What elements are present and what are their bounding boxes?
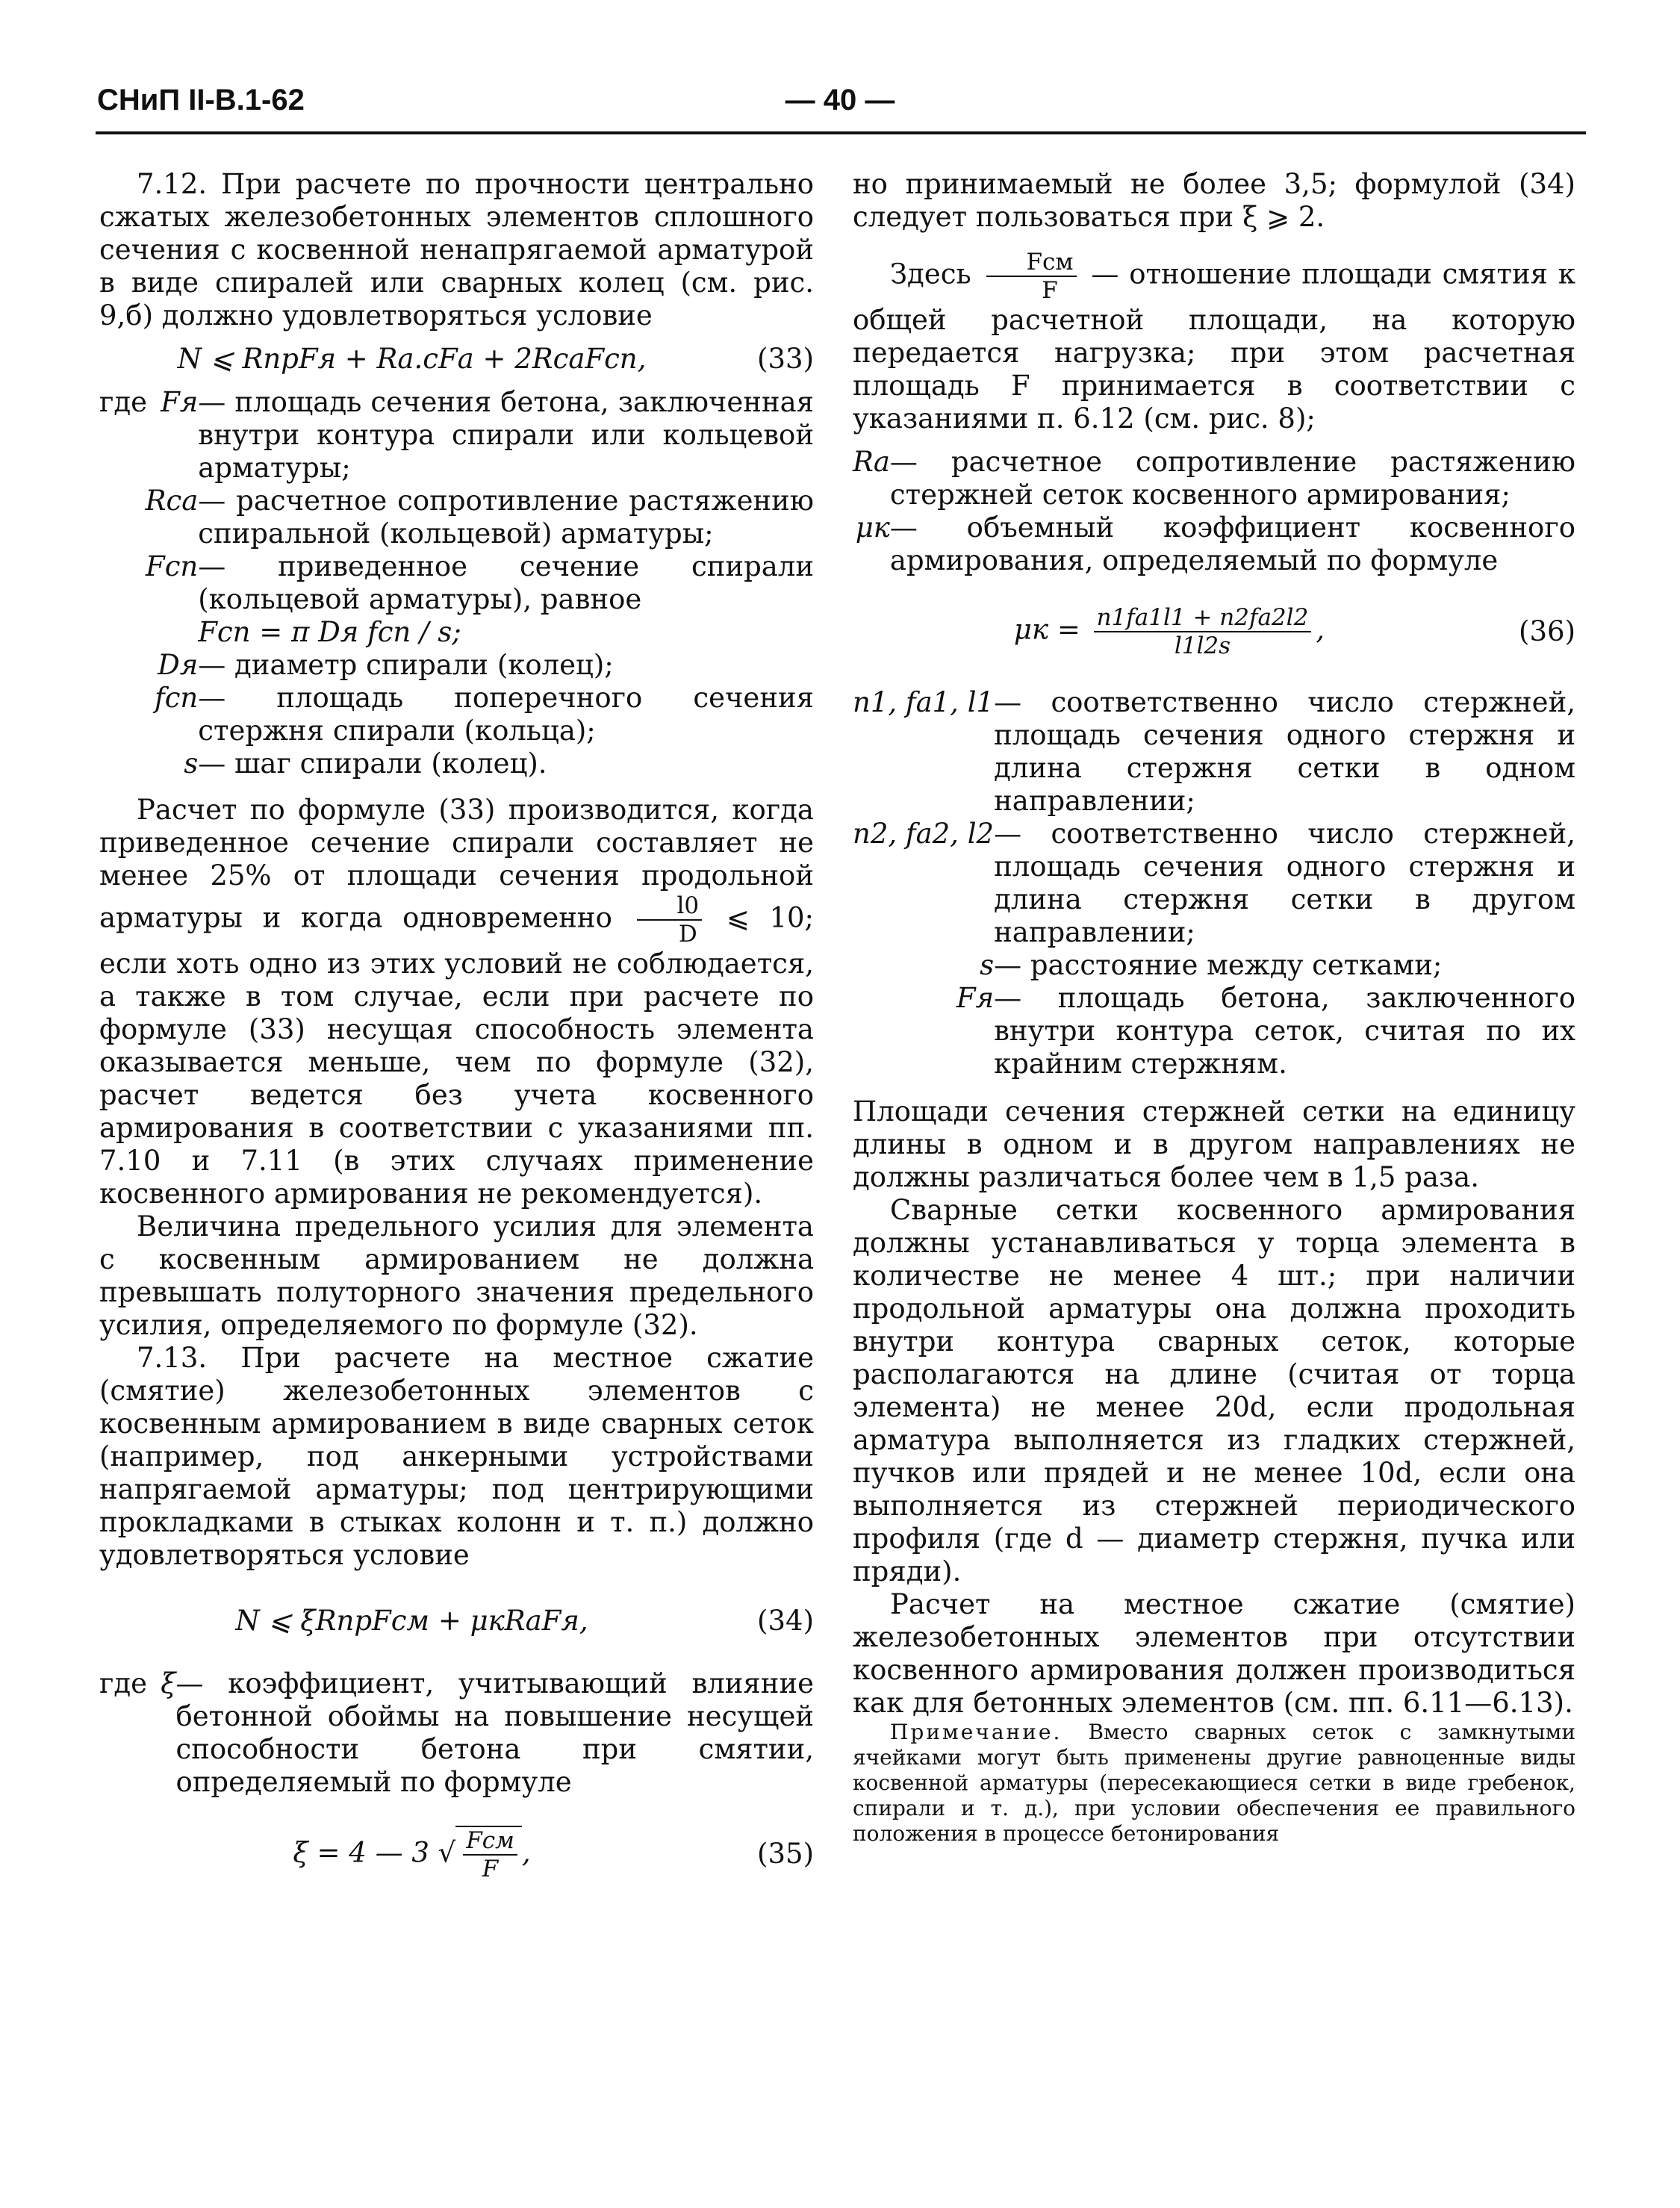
formula-number: (36) [1519, 615, 1575, 647]
definitions-a [853, 446, 1575, 577]
page-number: — 40 — [785, 84, 895, 116]
definition-text: Fсп = π Dя fсп / s; [198, 616, 461, 648]
definition-symbol: s [184, 747, 199, 780]
sqrt-sign: √ [438, 1836, 456, 1869]
paragraph-7-13 [99, 1342, 814, 1572]
definition-text: — соответственно число стержней, площадь сечения одного стержня и длина стержня сетки в одном направлении; [994, 686, 1575, 817]
sqrt-radicand [455, 1826, 522, 1882]
definition-symbol: Dя [158, 649, 199, 681]
definitions-34 [99, 1667, 814, 1799]
definition-text: — шаг спирали (колец). [198, 747, 547, 780]
document-code: СНиП II-В.1-62 [97, 84, 305, 116]
definitions-b [853, 686, 1575, 1080]
note [853, 1720, 1575, 1847]
definition-text: — расчетное сопротивление растяжению спиральной (кольцевой) арматуры; [198, 485, 814, 550]
formula-number: (35) [757, 1838, 814, 1870]
definition-symbol: Fя [956, 982, 995, 1014]
formula-expression: ξ = 4 — 3 √ $\frac{\text{Fсм}}{F}$ , [293, 1827, 531, 1882]
header-rule [96, 131, 1586, 134]
definition-symbol: fсп [155, 682, 199, 714]
fraction: $\frac{n1fа1l1 + n2fа2l2}{l1l2s}$ [1094, 604, 1312, 659]
section-number: 7.12. [137, 168, 208, 200]
formula-34 [99, 1605, 814, 1638]
paragraph-areas: Площади сечения стержней сетки на единицу длины в одном и в другом направлениях не должны различаться более чем в 1,5 раза. [853, 1095, 1575, 1193]
definition-symbol [99, 616, 198, 649]
definition-symbol: где ξ [99, 1667, 176, 1699]
definition-symbol: Rса [145, 485, 199, 517]
paragraph-text: ⩽ 10; если хоть одно из этих условий не соблюдается, а также в том случае, если при расчете по формуле (33) несущая способность элемента оказывается меньше, чем по формуле (32), расчет ведется без учета косвенного армирования в соответствии с указаниями пп. 7.10 и 7.11 (в этих случаях применение косвенного армирования не рекомендуется). [99, 901, 815, 1210]
definition-symbol: n2, fа2, l2 [853, 818, 995, 850]
definitions-lead: где [99, 386, 148, 418]
definition-symbol: где Fя [99, 386, 199, 418]
paragraph-local-compression: Расчет на местное сжатие (смятие) железобетонных элементов при отсутствии косвенного армирования должен производиться как для бетонных элементов (см. пп. 6.11—6.13). [853, 1588, 1575, 1719]
right-column [853, 168, 1575, 1847]
definition-symbol: s [980, 949, 995, 981]
fraction-denominator: D [678, 921, 697, 948]
definition-text: — приведенное сечение спирали (кольцевой арматуры), равное [198, 550, 814, 615]
formula-33 [99, 343, 814, 376]
formula-35 [99, 1826, 814, 1882]
paragraph-text: При расчете на местное сжатие (смятие) железобетонных элементов с косвенным армированием в виде сварных сеток (например, под анкерными устройствами напрягаемой арматуры; под центрирующими прокладками в стыках колонн и т. п.) должно удовлетворяться условие [99, 1342, 814, 1571]
definition-text: — площадь поперечного сечения стержня спирали (кольца); [198, 682, 814, 747]
definition-text: — расстояние между сетками; [994, 949, 1443, 981]
note-text: Вместо сварных сеток с замкнутыми ячейками могут быть применены другие равноценные виды косвенной арматуры (пересекающиеся сетки в виде гребенок, спирали и т. д.), при условии обеспечения ее правильного положения в процессе бетонирования [853, 1720, 1575, 1846]
definition-text: — коэффициент, учитывающий влияние бетонной обоймы на повышение несущей способности бетона при смятии, определяемый по формуле [175, 1667, 814, 1798]
definition-symbol: Fсп [146, 550, 199, 582]
definition-text: — площадь сечения бетона, заключенная внутри контура спирали или кольцевой арматуры; [198, 386, 814, 484]
fraction-numerator: l0 [637, 892, 703, 921]
formula-expression: N ⩽ ξRпрFсм + μкRаFя, [235, 1605, 588, 1637]
definition-symbol: μк [855, 511, 890, 544]
paragraph-here: Здесь $\frac{\text{Fсм}}{F}$ — отношение площади смятия к общей расчетной площади, на которую передается нагрузка; при этом расчетная площадь F принимается в соответствии с указаниями п. 6.12 (см. рис. 8); [853, 249, 1575, 435]
definition-symbol: Rа [853, 446, 890, 478]
note-label: Примечание. [890, 1720, 1063, 1744]
paragraph-text: При расчете по прочности центрально сжатых железобетонных элементов сплошного сечения с косвенной ненапрягаемой арматурой в виде спиралей или сварных колец (см. рис. 9,б) должно удовлетворяться условие [99, 168, 814, 332]
paragraph-text: Расчет по формуле (33) производится, когда приведенное сечение спирали составляет не менее 25% от площади сечения продольной арматуры и когда одновременно [99, 794, 814, 934]
definitions-33 [99, 386, 814, 780]
definition-text: — площадь бетона, заключенного внутри контура сеток, считая по их крайним стержням. [994, 982, 1575, 1080]
definition-text: — объемный коэффициент косвенного армирования, определяемый по формуле [889, 511, 1575, 576]
paragraph-limit-force: Величина предельного усилия для элемента с косвенным армированием не должна превышать полуторного значения предельного усилия, определяемого по формуле (32). [99, 1210, 814, 1341]
page-header [97, 84, 1583, 122]
definition-text: — диаметр спирали (колец); [198, 649, 614, 681]
ratio-fsm-over-f: $\frac{\text{Fсм}}{F}$ [986, 249, 1077, 304]
ratio-l0-over-d [637, 892, 703, 948]
definition-text: — соответственно число стержней, площадь сечения одного стержня и длина стержня сетки в другом направлении; [994, 818, 1575, 948]
formula-36 [853, 604, 1575, 659]
fraction: $\frac{\text{Fсм}}{F}$ [463, 1827, 517, 1882]
formula-expression: N ⩽ RпрFя + Rа.сFа + 2RсаFсп, [177, 343, 647, 375]
paragraph-7-12 [99, 168, 814, 332]
paragraph-calc-conditions [99, 794, 814, 1210]
left-column [99, 168, 814, 1893]
formula-number: (33) [757, 343, 814, 375]
paragraph-continuation: но принимаемый не более 3,5; формулой (34) следует пользоваться при ξ ⩾ 2. [853, 168, 1575, 233]
formula-number: (34) [757, 1605, 814, 1637]
definition-symbol: n1, fа1, l1 [853, 686, 995, 718]
definition-text: — расчетное сопротивление растяжению стержней сеток косвенного армирования; [889, 446, 1575, 511]
paragraph-welded-nets: Сварные сетки косвенного армирования должны устанавливаться у торца элемента в количестве не менее 4 шт.; при наличии продольной арматуры она должна проходить внутри контура сварных сеток, которые располагаются на длине (считая от торца элемента) не менее 20d, если продольная арматура выполняется из гладких стержней, пучков или прядей и не менее 10d, если она выполняется из стержней периодического профиля (где d — диаметр стержня, пучка или пряди). [853, 1194, 1575, 1587]
section-number: 7.13. [137, 1342, 208, 1374]
formula-expression: μк = $\frac{n1fа1l1 + n2fа2l2}{l1l2s}$ , [1013, 604, 1325, 659]
